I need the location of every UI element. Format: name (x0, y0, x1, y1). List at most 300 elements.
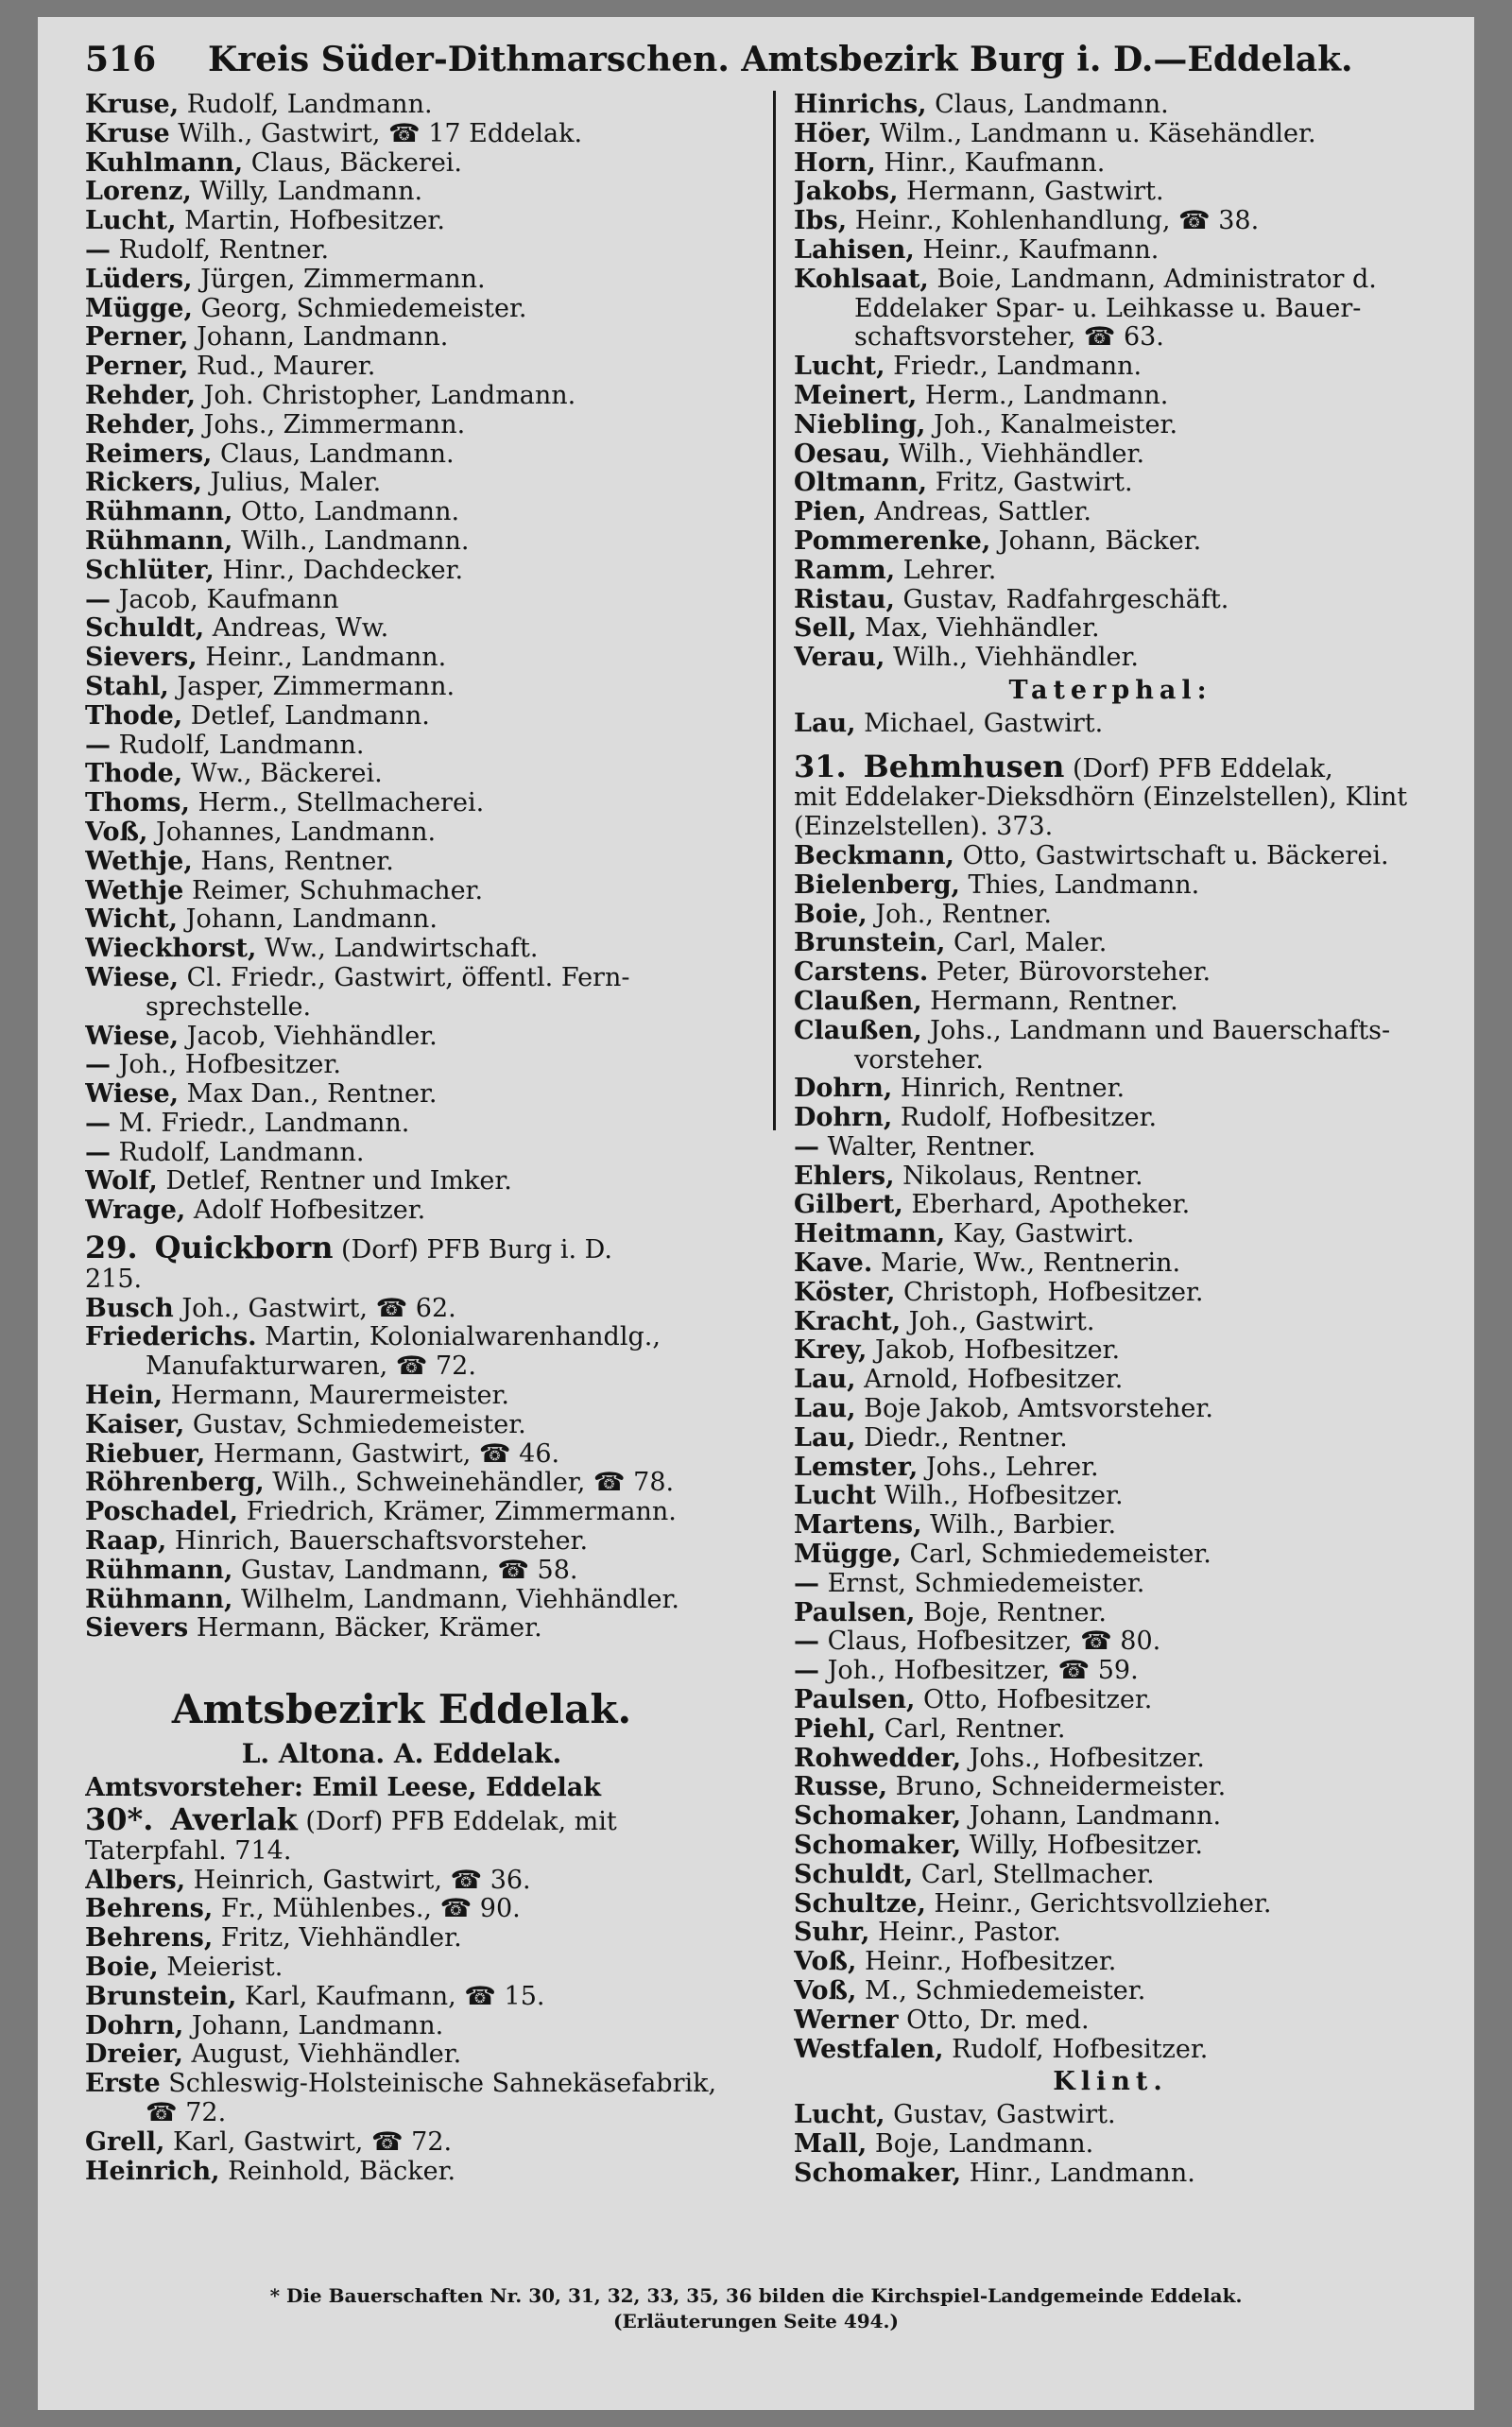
list-item (794, 1220, 1427, 1249)
entry-details: Gustav, Landmann, ☎ 58. (232, 1556, 578, 1585)
entry-details: Jasper, Zimmermann. (168, 672, 455, 701)
entry-details: Rudolf, Landmann. (179, 91, 433, 119)
list-item (794, 1686, 1427, 1715)
list-item (85, 323, 718, 353)
list-item (794, 2160, 1427, 2189)
list-item (794, 1861, 1427, 1890)
entry-details: Herm., Stellmacherei. (189, 789, 485, 818)
entry-details: Hinrich, Bauerschaftsvorsteher. (166, 1527, 589, 1557)
entry-surname: Kaiser, (85, 1410, 185, 1439)
entry-details: Max, Viehhändler. (856, 614, 1100, 644)
list-item (85, 1323, 718, 1352)
column-divider (773, 91, 776, 1130)
list-item (794, 1627, 1427, 1657)
entry-details: Martin, Kolonialwarenhandlg., (256, 1323, 661, 1352)
entry-surname: Lau, (794, 709, 856, 738)
entry-details: Carl, Maler. (945, 929, 1108, 958)
entry-surname: Schomaker, (794, 2159, 962, 2188)
list-item (85, 1469, 718, 1498)
entry-surname: Rehder, (85, 381, 196, 410)
section-number: 31. (794, 751, 847, 784)
list-item (85, 1051, 718, 1080)
list-item-continuation (85, 1352, 718, 1382)
footnote-line-2: (Erläuterungen Seite 494.) (612, 2310, 899, 2332)
entry-details: Heinr., Kohlenhandlung, ☎ 38. (847, 207, 1260, 236)
entry-details: Boje, Landmann. (867, 2129, 1094, 2159)
entry-surname: Kave. (794, 1249, 873, 1279)
list-item (85, 1295, 718, 1324)
list-item (85, 877, 718, 906)
list-item (794, 1279, 1427, 1308)
entry-details: Rudolf, Hofbesitzer. (892, 1104, 1158, 1133)
section-31-line2: mit Eddelaker-Dieksdhörn (Einzelstellen), Klint (794, 783, 1408, 813)
entry-details: Claus, Landmann. (926, 91, 1169, 119)
entry-details: Friedr., Landmann. (885, 353, 1143, 382)
entry-surname: Lucht, (794, 2101, 885, 2130)
entry-surname: Behrens, (85, 1895, 214, 1924)
entry-surname: Ibs, (794, 207, 848, 236)
entry-surname: Claußen, (794, 987, 922, 1016)
entry-details: Fritz, Viehhändler. (213, 1924, 462, 1954)
list-item (794, 120, 1427, 149)
list-item (794, 149, 1427, 179)
entry-surname: Rickers, (85, 469, 202, 498)
list-item (794, 1511, 1427, 1541)
entry-details: Hermann, Gastwirt, ☎ 46. (205, 1439, 560, 1469)
list-item (794, 207, 1427, 236)
entry-details: Rud., Maurer. (188, 353, 376, 382)
entry-surname: Lau, (794, 1366, 856, 1395)
list-item (85, 1867, 718, 1896)
entry-details: Heinrich, Gastwirt, ☎ 36. (185, 1866, 531, 1895)
list-item (85, 1167, 718, 1196)
entry-details: vorsteher. (854, 1045, 984, 1075)
list-item (85, 818, 718, 848)
entry-details: Nikolaus, Rentner. (894, 1162, 1143, 1191)
section-place-name: Quickborn (154, 1233, 334, 1265)
entry-surname: Wethje, (85, 847, 193, 876)
list-item (794, 1977, 1427, 2006)
entry-details: Andreas, Ww. (204, 614, 389, 644)
entry-details: Max Dan., Rentner. (179, 1080, 438, 1110)
list-item (85, 411, 718, 440)
entry-details: Wilm., Landmann u. Käsehändler. (871, 119, 1316, 148)
entry-surname: Oltmann, (794, 469, 927, 498)
list-item (85, 149, 718, 179)
right-column (794, 91, 1427, 2189)
list-item (85, 1382, 718, 1411)
list-item (85, 557, 718, 586)
list-item (794, 2006, 1427, 2036)
entry-surname: — (85, 731, 111, 760)
list-item (794, 586, 1427, 615)
entry-surname: Wieckhorst, (85, 935, 257, 964)
entry-details: Johann, Landmann. (178, 905, 438, 935)
entry-details: Joh. Christopher, Landmann. (195, 381, 576, 410)
list-item (85, 1586, 718, 1615)
list-item (794, 929, 1427, 958)
list-item (794, 1366, 1427, 1395)
list-item (794, 1191, 1427, 1220)
entry-surname: Horn, (794, 148, 876, 178)
entry-surname: Lucht, (85, 207, 177, 236)
entry-surname: Voß, (85, 818, 148, 847)
list-item (794, 469, 1427, 498)
entry-details: Carl, Stellmacher. (913, 1860, 1155, 1889)
columns (85, 91, 1427, 2189)
amtsvorsteher-line: Amtsvorsteher: Emil Leese, Eddelak (85, 1774, 601, 1803)
entry-details: Hermann, Bäcker, Krämer. (188, 1614, 542, 1644)
entry-details: Arnold, Hofbesitzer. (855, 1366, 1124, 1395)
list-item (794, 236, 1427, 266)
entry-surname: Rühmann, (85, 526, 233, 556)
list-item (85, 2070, 718, 2099)
entry-details: Johs., Hofbesitzer. (961, 1744, 1205, 1773)
entry-details: Boje, Rentner. (915, 1598, 1108, 1627)
entry-details: Hermann, Gastwirt. (898, 178, 1164, 207)
entry-surname: Köster, (794, 1278, 896, 1307)
entry-details: Detlef, Landmann. (182, 701, 430, 731)
entry-surname: Stahl, (85, 672, 169, 701)
entry-surname: Gilbert, (794, 1191, 903, 1220)
entry-surname: Kohlsaat, (794, 265, 929, 294)
entry-surname: Schomaker, (794, 1802, 962, 1832)
entry-details: Wilhelm, Landmann, Viehhändler. (232, 1585, 680, 1614)
list-item (85, 1527, 718, 1557)
entry-surname: Rühmann, (85, 498, 233, 527)
entry-details: Adolf Hofbesitzer. (185, 1196, 426, 1226)
entry-details: Jacob, Kaufmann (111, 585, 339, 614)
entry-details: Johannes, Landmann. (147, 818, 437, 847)
entry-details: Reinhold, Bäcker. (219, 2157, 456, 2186)
entry-surname: Meinert, (794, 381, 918, 410)
section-29-population: 215. (85, 1265, 143, 1294)
page-number: 516 (85, 40, 157, 79)
list-item (85, 644, 718, 673)
entry-details: August, Viehhändler. (182, 2040, 462, 2070)
entry-details: Cl. Friedr., Gastwirt, öffentl. Fern- (179, 963, 630, 992)
entry-details: Johann, Landmann. (961, 1802, 1222, 1832)
entry-details: Heinr., Pastor. (869, 1919, 1061, 1948)
entry-list-left-b (85, 1295, 718, 1644)
entry-details: Johs., Landmann und Bauerschafts- (921, 1016, 1391, 1045)
entry-details: Joh., Gastwirt. (901, 1307, 1095, 1336)
entry-surname: Pien, (794, 498, 867, 527)
list-item (794, 2036, 1427, 2065)
list-item (85, 1080, 718, 1110)
entry-details: Hinr., Landmann. (961, 2159, 1195, 2188)
entry-list-right-a (794, 91, 1427, 673)
list-item (85, 1139, 718, 1168)
entry-surname: Ristau, (794, 585, 895, 614)
entry-details: Otto, Gastwirtschaft u. Bäckerei. (954, 841, 1389, 870)
list-item (794, 91, 1427, 120)
list-item (794, 440, 1427, 470)
list-item (794, 1948, 1427, 1977)
entry-details: Gustav, Radfahrgeschäft. (894, 585, 1229, 614)
entry-surname: Werner (794, 2005, 899, 2035)
list-item (85, 498, 718, 527)
entry-surname: Mügge, (85, 294, 193, 323)
entry-details: Joh., Hofbesitzer, ☎ 59. (819, 1657, 1139, 1686)
list-item (85, 905, 718, 935)
list-item (794, 1599, 1427, 1628)
entry-surname: Wiese, (85, 963, 180, 992)
entry-surname: — (794, 1627, 819, 1657)
entry-surname: Röhrenberg, (85, 1469, 265, 1498)
entry-surname: — (794, 1132, 819, 1162)
list-item (794, 266, 1427, 295)
list-item (85, 1023, 718, 1052)
list-item (85, 207, 718, 236)
list-item (85, 1110, 718, 1139)
entry-details: Rudolf, Hofbesitzer. (943, 2035, 1209, 2064)
entry-surname: Schuldt, (85, 614, 205, 644)
section-30-population: Taterpfahl. 714. (85, 1836, 292, 1866)
entry-surname: — (85, 1109, 111, 1138)
entry-surname: Voß, (794, 1948, 857, 1977)
entry-details: Hinr., Kaufmann. (875, 148, 1106, 178)
entry-details: Michael, Gastwirt. (855, 709, 1104, 738)
entry-surname: Lau, (794, 1395, 856, 1424)
entry-surname: Dohrn, (85, 2011, 184, 2040)
entry-details: Boje Jakob, Amtsvorsteher. (855, 1395, 1213, 1424)
list-item (85, 469, 718, 498)
entry-surname: Piehl, (794, 1714, 877, 1744)
list-item (85, 1557, 718, 1586)
list-item (85, 236, 718, 266)
entry-details: Kay, Gastwirt. (945, 1220, 1135, 1249)
entry-surname: Wethje (85, 876, 184, 905)
entry-details: Johs., Lehrer. (918, 1453, 1099, 1482)
entry-surname: Friederichs. (85, 1323, 257, 1352)
list-item (85, 848, 718, 877)
entry-surname: Oesau, (794, 439, 891, 469)
entry-surname: Sievers (85, 1614, 189, 1644)
list-item-continuation (794, 295, 1427, 324)
entry-details: Rudolf, Landmann. (111, 731, 365, 760)
list-item (794, 1308, 1427, 1337)
entry-surname: Dohrn, (794, 1104, 893, 1133)
entry-details: Diedr., Rentner. (855, 1423, 1068, 1453)
entry-surname: Sievers, (85, 644, 198, 673)
list-item (794, 1162, 1427, 1192)
entry-surname: Krey, (794, 1336, 868, 1366)
entry-surname: Bielenberg, (794, 870, 960, 900)
entry-surname: — (85, 235, 111, 265)
entry-surname: Lucht, (794, 353, 885, 382)
entry-details: Otto, Dr. med. (898, 2005, 1090, 2035)
entry-details: Bruno, Schneidermeister. (887, 1773, 1227, 1802)
list-item (794, 353, 1427, 382)
entry-details: Otto, Landmann. (232, 498, 460, 527)
amtsbezirk-title: Amtsbezirk Eddelak. (171, 1686, 632, 1733)
entry-details: Karl, Kaufmann, ☎ 15. (236, 1982, 545, 2011)
entry-details: Jacob, Viehhändler. (179, 1022, 438, 1051)
entry-details: Otto, Hofbesitzer. (915, 1686, 1153, 1715)
list-item (85, 614, 718, 644)
entry-details: Wilh., Schweinehändler, ☎ 78. (264, 1469, 675, 1498)
entry-details: Schleswig-Holsteinische Sahnekäsefabrik, (160, 2070, 717, 2099)
entry-surname: Perner, (85, 323, 189, 353)
list-item (794, 1249, 1427, 1279)
entry-surname: Ehlers, (794, 1162, 895, 1191)
entry-surname: Pommerenke, (794, 526, 991, 556)
list-item (794, 1017, 1427, 1046)
entry-details: Herm., Landmann. (917, 381, 1169, 410)
entry-details: Hinr., Dachdecker. (214, 556, 464, 585)
entry-details: Eddelaker Spar- u. Leihkasse u. Bauer- (854, 294, 1362, 323)
list-item (85, 586, 718, 615)
list-item (85, 1924, 718, 1954)
list-item (85, 353, 718, 382)
entry-details: ☎ 72. (146, 2099, 227, 2127)
list-item (85, 702, 718, 732)
entry-details: Thies, Landmann. (959, 870, 1200, 900)
entry-surname: Raap, (85, 1527, 167, 1557)
list-item (85, 2040, 718, 2070)
entry-details: Hans, Rentner. (192, 847, 394, 876)
list-item (85, 527, 718, 557)
entry-surname: Schuldt, (794, 1860, 914, 1889)
list-item (794, 1104, 1427, 1133)
list-item (794, 2101, 1427, 2130)
entry-details: Hermann, Rentner. (921, 987, 1178, 1016)
page-title: Kreis Süder-Dithmarschen. Amtsbezirk Burg i. D.—Eddelak. (208, 40, 1353, 79)
klint-heading: Klint. (1053, 2067, 1168, 2097)
entry-details: Rudolf, Landmann. (111, 1138, 365, 1167)
entry-details: Ernst, Schmiedemeister. (819, 1569, 1145, 1598)
entry-details: Rudolf, Rentner. (111, 235, 330, 265)
entry-details: Wilh., Viehhändler. (890, 439, 1145, 469)
entry-details: Julius, Maler. (201, 469, 382, 498)
left-column (85, 91, 718, 2189)
entry-details: Hermann, Maurermeister. (162, 1382, 509, 1411)
list-item (794, 1482, 1427, 1511)
entry-details: Johann, Bäcker. (990, 526, 1202, 556)
entry-surname: Lorenz, (85, 178, 192, 207)
entry-details: Willy, Landmann. (191, 178, 423, 207)
list-item (85, 91, 718, 120)
list-item (794, 1715, 1427, 1745)
entry-details: Willy, Hofbesitzer. (961, 1832, 1203, 1861)
entry-details: Johann, Landmann. (188, 323, 449, 353)
entry-surname: — (85, 1138, 111, 1167)
list-item (85, 789, 718, 818)
entry-surname: Grell, (85, 2127, 165, 2157)
list-item (794, 842, 1427, 871)
entry-surname: Wiese, (85, 1080, 180, 1110)
list-item (794, 1133, 1427, 1162)
entry-surname: Rühmann, (85, 1556, 233, 1585)
list-item (794, 1075, 1427, 1104)
entry-surname: Rehder, (85, 410, 196, 439)
entry-surname: Hein, (85, 1382, 163, 1411)
list-item-continuation (85, 993, 718, 1023)
section-details: (Dorf) PFB Burg i. D. (333, 1235, 612, 1265)
entry-details: Gustav, Gastwirt. (885, 2101, 1116, 2130)
entry-surname: Kruse (85, 119, 170, 148)
list-item (85, 1614, 718, 1644)
entry-details: Claus, Landmann. (212, 439, 455, 469)
list-item-continuation (85, 2099, 718, 2128)
section-details: (Dorf) PFB Eddelak, (1064, 753, 1333, 783)
entry-surname: Rohwedder, (794, 1744, 962, 1773)
entry-list-left-c (85, 1867, 718, 2187)
entry-surname: Lemster, (794, 1453, 919, 1482)
list-item (794, 1541, 1427, 1570)
entry-surname: Jakobs, (794, 178, 899, 207)
entry-surname: Brunstein, (85, 1982, 237, 2011)
section-30-heading (85, 1805, 718, 1837)
entry-details: Lehrer. (895, 556, 997, 585)
list-item (794, 710, 1427, 739)
section-29-heading (85, 1233, 718, 1265)
list-item (85, 2158, 718, 2187)
list-item (794, 557, 1427, 586)
list-item (794, 644, 1427, 673)
section-number: 30*. (85, 1805, 154, 1837)
entry-details: Johann, Landmann. (183, 2011, 444, 2040)
entry-details: Wilh., Barbier. (921, 1511, 1117, 1541)
entry-surname: Dreier, (85, 2040, 183, 2070)
list-item (794, 958, 1427, 988)
list-item (794, 178, 1427, 207)
entry-details: schaftsvorsteher, ☎ 63. (854, 323, 1164, 353)
entry-details: Karl, Gastwirt, ☎ 72. (164, 2127, 453, 2157)
entry-details: Manufakturwaren, ☎ 72. (146, 1352, 476, 1382)
entry-surname: Lüders, (85, 265, 193, 294)
entry-surname: Westfalen, (794, 2035, 944, 2064)
entry-list-right-b (794, 710, 1427, 739)
footnote-line-1: * Die Bauerschaften Nr. 30, 31, 32, 33, 35, 36 bilden die Kirchspiel-Landgemeinde Eddelak. (269, 2284, 1243, 2307)
entry-surname: Kuhlmann, (85, 148, 244, 178)
list-item (794, 901, 1427, 930)
entry-surname: Sell, (794, 614, 857, 644)
list-item-continuation (794, 1046, 1427, 1076)
entry-surname: Ramm, (794, 556, 896, 585)
entry-surname: Martens, (794, 1511, 922, 1541)
entry-surname: Thode, (85, 701, 183, 731)
entry-surname: — (794, 1657, 819, 1686)
entry-surname: Paulsen, (794, 1598, 916, 1627)
entry-surname: Schultze, (794, 1889, 926, 1919)
entry-details: Joh., Rentner. (867, 900, 1052, 929)
entry-surname: Beckmann, (794, 841, 954, 870)
list-item (794, 1919, 1427, 1948)
entry-surname: — (85, 585, 111, 614)
entry-surname: Kruse, (85, 91, 180, 119)
list-item (85, 120, 718, 149)
list-item (85, 382, 718, 411)
entry-surname: Niebling, (794, 410, 926, 439)
entry-surname: Thoms, (85, 789, 190, 818)
entry-surname: Poschadel, (85, 1498, 239, 1527)
entry-surname: Mall, (794, 2129, 868, 2159)
section-number: 29. (85, 1233, 138, 1265)
entry-surname: Busch (85, 1294, 174, 1323)
entry-details: Eberhard, Apotheker. (902, 1191, 1191, 1220)
entry-surname: Hinrichs, (794, 91, 927, 119)
list-item (794, 2130, 1427, 2160)
entry-details: M. Friedr., Landmann. (111, 1109, 410, 1138)
entry-details: Heinr., Kaufmann. (914, 235, 1160, 265)
entry-surname: Heitmann, (794, 1220, 946, 1249)
entry-surname: Voß, (794, 1977, 857, 2005)
entry-surname: Albers, (85, 1866, 186, 1895)
entry-surname: Thode, (85, 760, 183, 789)
entry-details: Heinr., Hofbesitzer. (856, 1948, 1117, 1977)
